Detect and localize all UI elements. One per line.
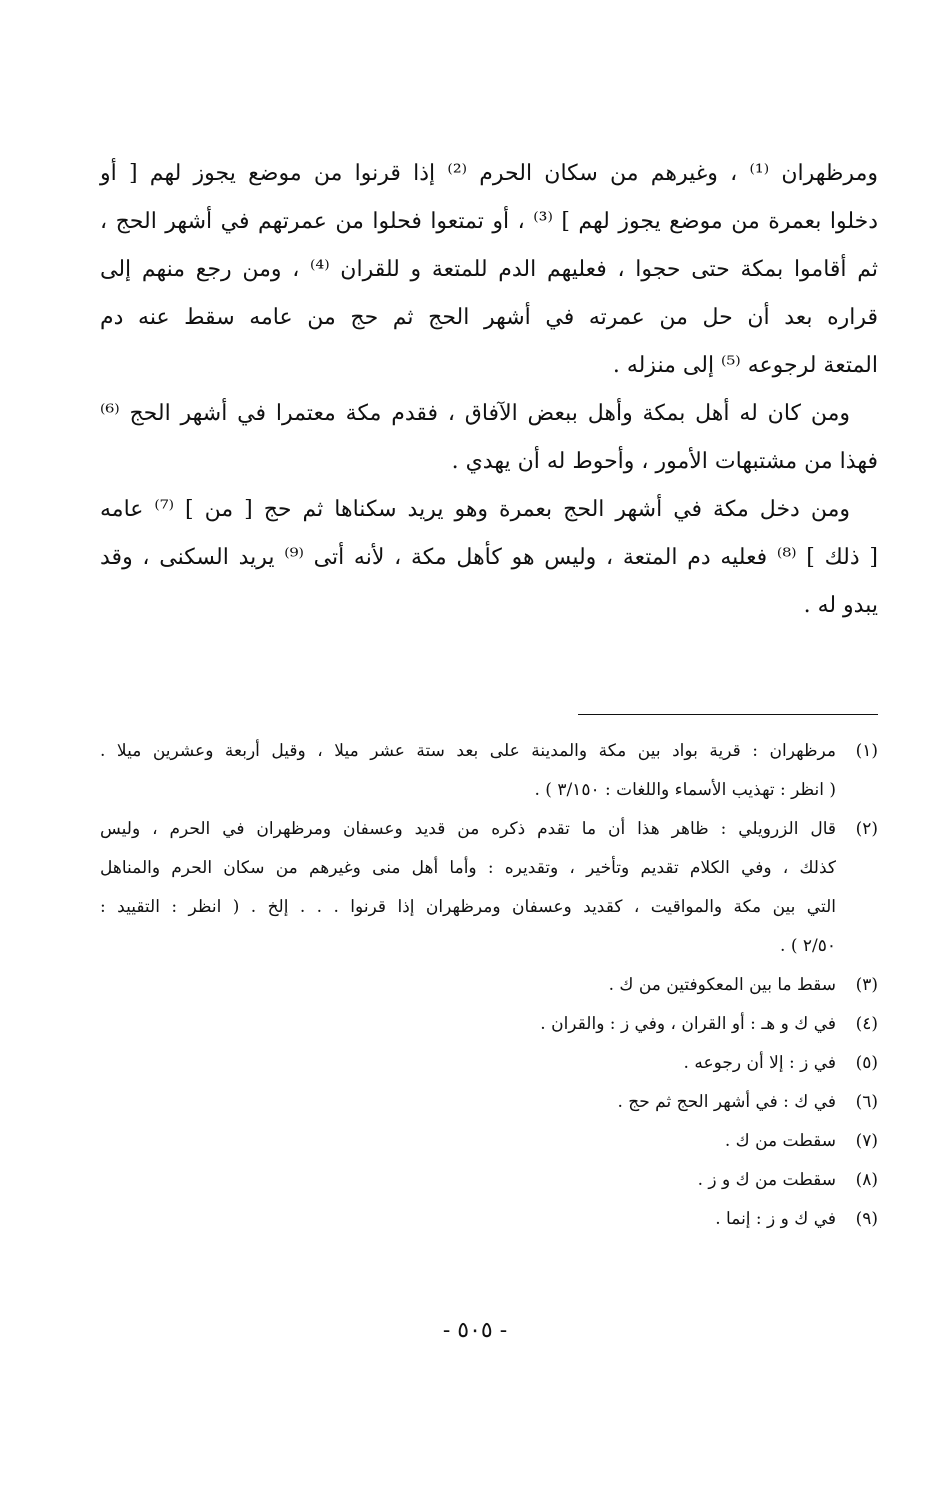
text-line: ومن دخل مكة في أشهر الحج بعمرة وهو يريد سكناها ثم حج [ من ] ⁽⁷⁾ عامه: [100, 497, 850, 522]
footnote-line: كذلك ، وفي الكلام تقديم وتأخير ، وتقديره : وأما أهل منى وغيرهم من سكان الحرم والمناهل: [100, 858, 836, 878]
footnote-9: [100, 1200, 878, 1239]
text-line: المتعة لرجوعه ⁽⁵⁾ إلى منزله .: [612, 353, 878, 378]
footnote-6: [100, 1083, 878, 1122]
footnote-line: ٢/٥٠ ) .: [780, 936, 836, 956]
footnote-3: [100, 966, 878, 1005]
footnote-text: [100, 1122, 836, 1161]
footnote-number: (٨): [855, 1170, 878, 1190]
footnote-line: قال الزرويلي : ظاهر هذا أن ما تقدم ذكره من قديد وعسفان ومرظهران في الحرم ، وليس: [100, 819, 836, 839]
footnote-line: في ك و ز : إنما .: [715, 1209, 836, 1229]
text-line: يبدو له .: [803, 593, 878, 618]
footnote-number: (٩): [855, 1209, 878, 1229]
footnote-2: [100, 810, 878, 966]
text-line: دخلوا بعمرة من موضع يجوز لهم ] ⁽³⁾ ، أو تمتعوا فحلوا من عمرتهم في أشهر الحج ،: [100, 209, 878, 234]
footnote-line: سقطت من ك و ز .: [697, 1170, 836, 1190]
text-line: ثم أقاموا بمكة حتى حجوا ، فعليهم الدم للمتعة و للقران ⁽⁴⁾ ، ومن رجع منهم إلى: [100, 257, 878, 282]
footnote-4: [100, 1005, 878, 1044]
text-line: ومرظهران ⁽¹⁾ ، وغيرهم من سكان الحرم ⁽²⁾ إذا قرنوا من موضع يجوز لهم [ أو: [100, 161, 878, 186]
footnote-line: مرظهران : قرية بواد بين مكة والمدينة على بعد ستة عشر ميلا ، وقيل أربعة وعشرين ميلا .: [100, 741, 836, 761]
footnote-number: (٧): [855, 1131, 878, 1151]
paragraph-3: [100, 486, 878, 630]
footnote-number: (٢): [855, 819, 878, 839]
text-line: فهذا من مشتبهات الأمور ، وأحوط له أن يهدي .: [451, 449, 878, 474]
text-line: ومن كان له أهل بمكة وأهل ببعض الآفاق ، فقدم مكة معتمرا في أشهر الحج ⁽⁶⁾: [100, 401, 850, 426]
footnote-text: [100, 966, 836, 1005]
text-line: قراره بعد أن حل من عمرته في أشهر الحج ثم حج من عامه سقط عنه دم: [100, 305, 878, 330]
footnote-text: [100, 1200, 836, 1239]
footnote-line: في ك و هـ : أو القران ، وفي ز : والقران .: [540, 1014, 836, 1034]
footnote-text: [100, 1161, 836, 1200]
footnote-separator: [578, 714, 878, 715]
footnote-line: ( انظر : تهذيب الأسماء واللغات : ٣/١٥٠ ) .: [534, 780, 836, 800]
footnote-line: سقطت من ك .: [724, 1131, 836, 1151]
footnote-text: [100, 1044, 836, 1083]
paragraph-1: [100, 150, 878, 390]
text-line: [ ذلك ] ⁽⁸⁾ فعليه دم المتعة ، وليس هو كأهل مكة ، لأنه أتى ⁽⁹⁾ يريد السكنى ، وقد: [100, 545, 878, 570]
footnote-text: [100, 1005, 836, 1044]
footnote-8: [100, 1161, 878, 1200]
footnote-number: (١): [855, 741, 878, 761]
footnote-text: [100, 1083, 836, 1122]
page-number: - ٥٠٥ -: [442, 1318, 508, 1343]
footnote-number: (٣): [855, 975, 878, 995]
footnotes: [100, 732, 878, 1239]
footnote-number: (٤): [855, 1014, 878, 1034]
footnote-text: [100, 810, 836, 966]
footnote-5: [100, 1044, 878, 1083]
footnote-number: (٦): [855, 1092, 878, 1112]
main-text: [100, 150, 878, 630]
footnote-line: في ز : إلا أن رجوعه .: [683, 1053, 836, 1073]
footnote-1: [100, 732, 878, 810]
footnote-line: في ك : في أشهر الحج ثم حج .: [617, 1092, 836, 1112]
paragraph-2: [100, 390, 878, 486]
footnote-text: [100, 732, 836, 810]
footnote-line: سقط ما بين المعكوفتين من ك .: [608, 975, 836, 995]
footnote-number: (٥): [855, 1053, 878, 1073]
footnote-7: [100, 1122, 878, 1161]
footnote-line: التي بين مكة والمواقيت ، كقديد وعسفان ومرظهران إذا قرنوا . . . إلخ . ( انظر : التقييد :: [100, 897, 836, 917]
